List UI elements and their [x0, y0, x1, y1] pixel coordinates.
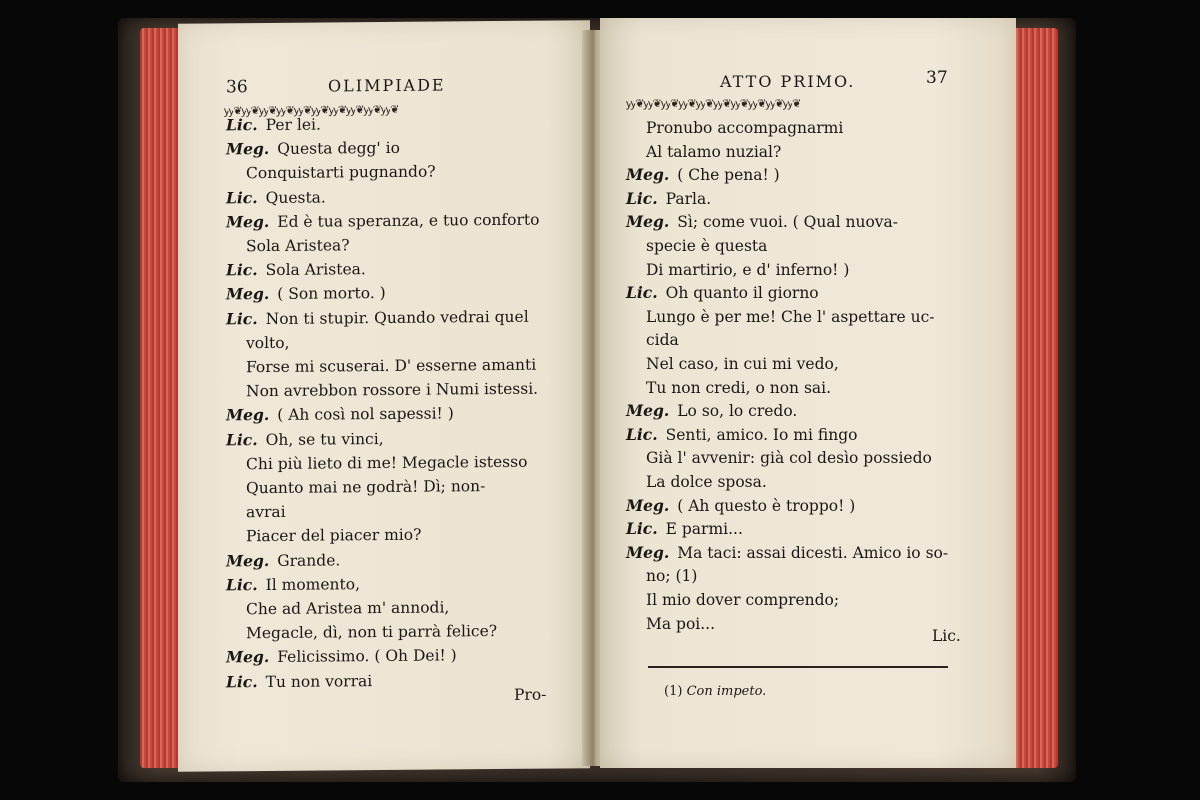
- speaker-label: Lic.: [626, 283, 658, 303]
- line-text: Oh quanto il giorno: [665, 284, 819, 303]
- text-line: [246, 597, 449, 619]
- line-text: Questa.: [265, 188, 326, 207]
- speaker-label: Lic.: [226, 308, 258, 328]
- line-text: Sola Aristea.: [265, 260, 366, 280]
- line-text: Al talamo nuzial?: [646, 142, 782, 161]
- running-head: ATTO PRIMO.: [720, 72, 856, 91]
- line-text: Senti, amico. Io mi fingo: [665, 425, 858, 444]
- text-line: [246, 235, 350, 256]
- catchword: Lic.: [932, 627, 961, 645]
- text-line: [646, 472, 767, 492]
- text-line: [646, 142, 781, 162]
- line-text: Lo so, lo credo.: [677, 402, 798, 421]
- line-text: Ma taci: assai dicesti. Amico io so-: [677, 543, 949, 562]
- text-line: [626, 165, 780, 185]
- line-text: Ed è tua speranza, e tuo conforto: [277, 210, 540, 231]
- speaker-label: Meg.: [226, 284, 270, 304]
- text-line: [646, 614, 715, 634]
- text-line: [226, 429, 384, 450]
- speaker-label: Meg.: [626, 495, 670, 515]
- text-line: [626, 189, 711, 209]
- speaker-label: Lic.: [226, 187, 258, 207]
- speaker-label: Lic.: [226, 429, 258, 449]
- text-line: [246, 525, 421, 547]
- text-line: [626, 425, 857, 445]
- line-text: Sola Aristea?: [246, 236, 350, 256]
- text-line: [626, 543, 948, 563]
- speaker-label: Lic.: [226, 260, 258, 280]
- line-text: Questa degg' io: [277, 139, 400, 159]
- text-line: [246, 162, 436, 184]
- text-line: [646, 118, 843, 138]
- text-line: [646, 590, 839, 610]
- page-number: 37: [926, 68, 948, 88]
- line-text: Non avrebbon rossore i Numi istessi.: [246, 379, 539, 401]
- text-line: [226, 209, 539, 232]
- line-text: Quanto mai ne godrà! Dì; non-: [246, 477, 486, 498]
- line-text: Nel caso, in cui mi vedo,: [646, 355, 839, 373]
- text-line: [226, 404, 454, 426]
- footnote-mark: (1): [664, 684, 683, 699]
- text-line: [226, 646, 457, 668]
- text-line: [626, 401, 797, 421]
- text-line: [646, 378, 831, 398]
- text-line: [646, 566, 697, 586]
- speaker-label: Meg.: [226, 550, 270, 570]
- text-line: [246, 476, 485, 498]
- header-ornament: ꭚꭚ❦ꭚꭚ❦ꭚꭚ❦ꭚꭚ❦ꭚꭚ❦ꭚꭚ❦ꭚꭚ❦ꭚꭚ❦ꭚꭚ❦ꭚꭚ❦: [626, 97, 801, 110]
- text-line: [646, 236, 767, 256]
- line-text: Già l' avvenir: già col desìo possiedo: [646, 449, 932, 468]
- running-head: OLIMPIADE: [328, 75, 446, 96]
- speaker-label: Meg.: [626, 542, 670, 562]
- line-text: Non ti stupir. Quando vedrai quel: [265, 307, 529, 328]
- text-line: [226, 671, 372, 692]
- line-text: ( Ah così nol sapessi! ): [277, 404, 454, 425]
- line-text: Ma poi...: [646, 614, 716, 633]
- line-text: avrai: [246, 503, 286, 522]
- footnote-rule: [648, 666, 948, 668]
- text-line: [646, 354, 839, 374]
- speaker-label: Lic.: [626, 188, 658, 208]
- footnote-text: Con impeto.: [686, 684, 767, 699]
- speaker-label: Lic.: [626, 519, 658, 539]
- line-text: specie è questa: [646, 237, 768, 255]
- text-line: [246, 355, 536, 378]
- text-line: [626, 519, 743, 539]
- left-page: [178, 20, 590, 772]
- line-text: Parla.: [665, 189, 712, 208]
- text-line: [646, 260, 849, 280]
- text-line: [226, 259, 366, 280]
- line-text: Chi più lieto di me! Megacle istesso: [246, 452, 528, 474]
- text-line: [246, 379, 538, 402]
- line-text: La dolce sposa.: [646, 473, 767, 491]
- text-line: [626, 212, 898, 232]
- line-text: Forse mi scuserai. D' esserne amanti: [246, 355, 537, 377]
- line-text: Che ad Aristea m' annodi,: [246, 598, 450, 619]
- line-text: ( Ah questo è troppo! ): [677, 496, 856, 515]
- line-text: ( Son morto. ): [277, 284, 386, 304]
- text-line: [246, 621, 497, 643]
- text-line: [226, 187, 326, 208]
- line-text: Grande.: [277, 550, 341, 570]
- speaker-label: Lic.: [226, 115, 258, 135]
- right-red-page-edges: [1014, 28, 1058, 768]
- speaker-label: Meg.: [626, 165, 670, 185]
- line-text: Di martirio, e d' inferno! ): [646, 260, 850, 279]
- text-line: [246, 452, 527, 474]
- line-text: Il momento,: [265, 575, 361, 594]
- line-text: Megacle, dì, non ti parrà felice?: [246, 622, 498, 643]
- page-number: 36: [226, 77, 248, 98]
- line-text: Pronubo accompagnarmi: [646, 119, 844, 137]
- text-line: [646, 330, 679, 350]
- right-page: [600, 18, 1016, 768]
- text-line: [226, 283, 386, 304]
- speaker-label: Lic.: [626, 424, 658, 444]
- line-text: Tu non credi, o non sai.: [646, 378, 832, 397]
- line-text: Tu non vorrai: [265, 671, 373, 691]
- line-text: Felicissimo. ( Oh Dei! ): [277, 646, 457, 667]
- text-line: [626, 496, 855, 516]
- footnote: [664, 684, 766, 699]
- line-text: Piacer del piacer mio?: [246, 526, 422, 546]
- line-text: no; (1): [646, 567, 698, 586]
- text-line: [226, 138, 400, 160]
- text-line: [226, 574, 360, 595]
- speaker-label: Meg.: [226, 405, 270, 425]
- text-line: [226, 115, 321, 136]
- speaker-label: Meg.: [626, 212, 670, 232]
- text-line: [246, 333, 290, 353]
- left-red-page-edges: [140, 28, 180, 768]
- speaker-label: Meg.: [226, 647, 270, 667]
- text-line: [226, 550, 340, 571]
- line-text: Sì; come vuoi. ( Qual nuova-: [677, 213, 899, 232]
- line-text: Per lei.: [265, 115, 321, 135]
- speaker-label: Meg.: [226, 139, 270, 159]
- line-text: ( Che pena! ): [677, 166, 780, 185]
- text-line: [246, 502, 286, 522]
- catchword: Pro-: [514, 685, 547, 704]
- text-line: [646, 448, 932, 468]
- line-text: Il mio dover comprendo;: [646, 591, 840, 609]
- speaker-label: Meg.: [626, 401, 670, 421]
- line-text: Conquistarti pugnando?: [246, 162, 436, 183]
- text-line: [226, 306, 529, 329]
- text-line: [626, 283, 819, 303]
- speaker-label: Lic.: [226, 671, 258, 691]
- speaker-label: Lic.: [226, 574, 258, 595]
- header-ornament: ꭚꭚ❦ꭚꭚ❦ꭚꭚ❦ꭚꭚ❦ꭚꭚ❦ꭚꭚ❦ꭚꭚ❦ꭚꭚ❦ꭚꭚ❦ꭚꭚ❦: [224, 102, 399, 118]
- line-text: E parmi...: [665, 520, 743, 539]
- speaker-label: Meg.: [226, 211, 270, 232]
- line-text: volto,: [246, 333, 290, 353]
- line-text: Lungo è per me! Che l' aspettare uc-: [646, 307, 935, 326]
- line-text: cida: [646, 331, 679, 350]
- text-line: [646, 307, 934, 327]
- line-text: Oh, se tu vinci,: [265, 429, 384, 449]
